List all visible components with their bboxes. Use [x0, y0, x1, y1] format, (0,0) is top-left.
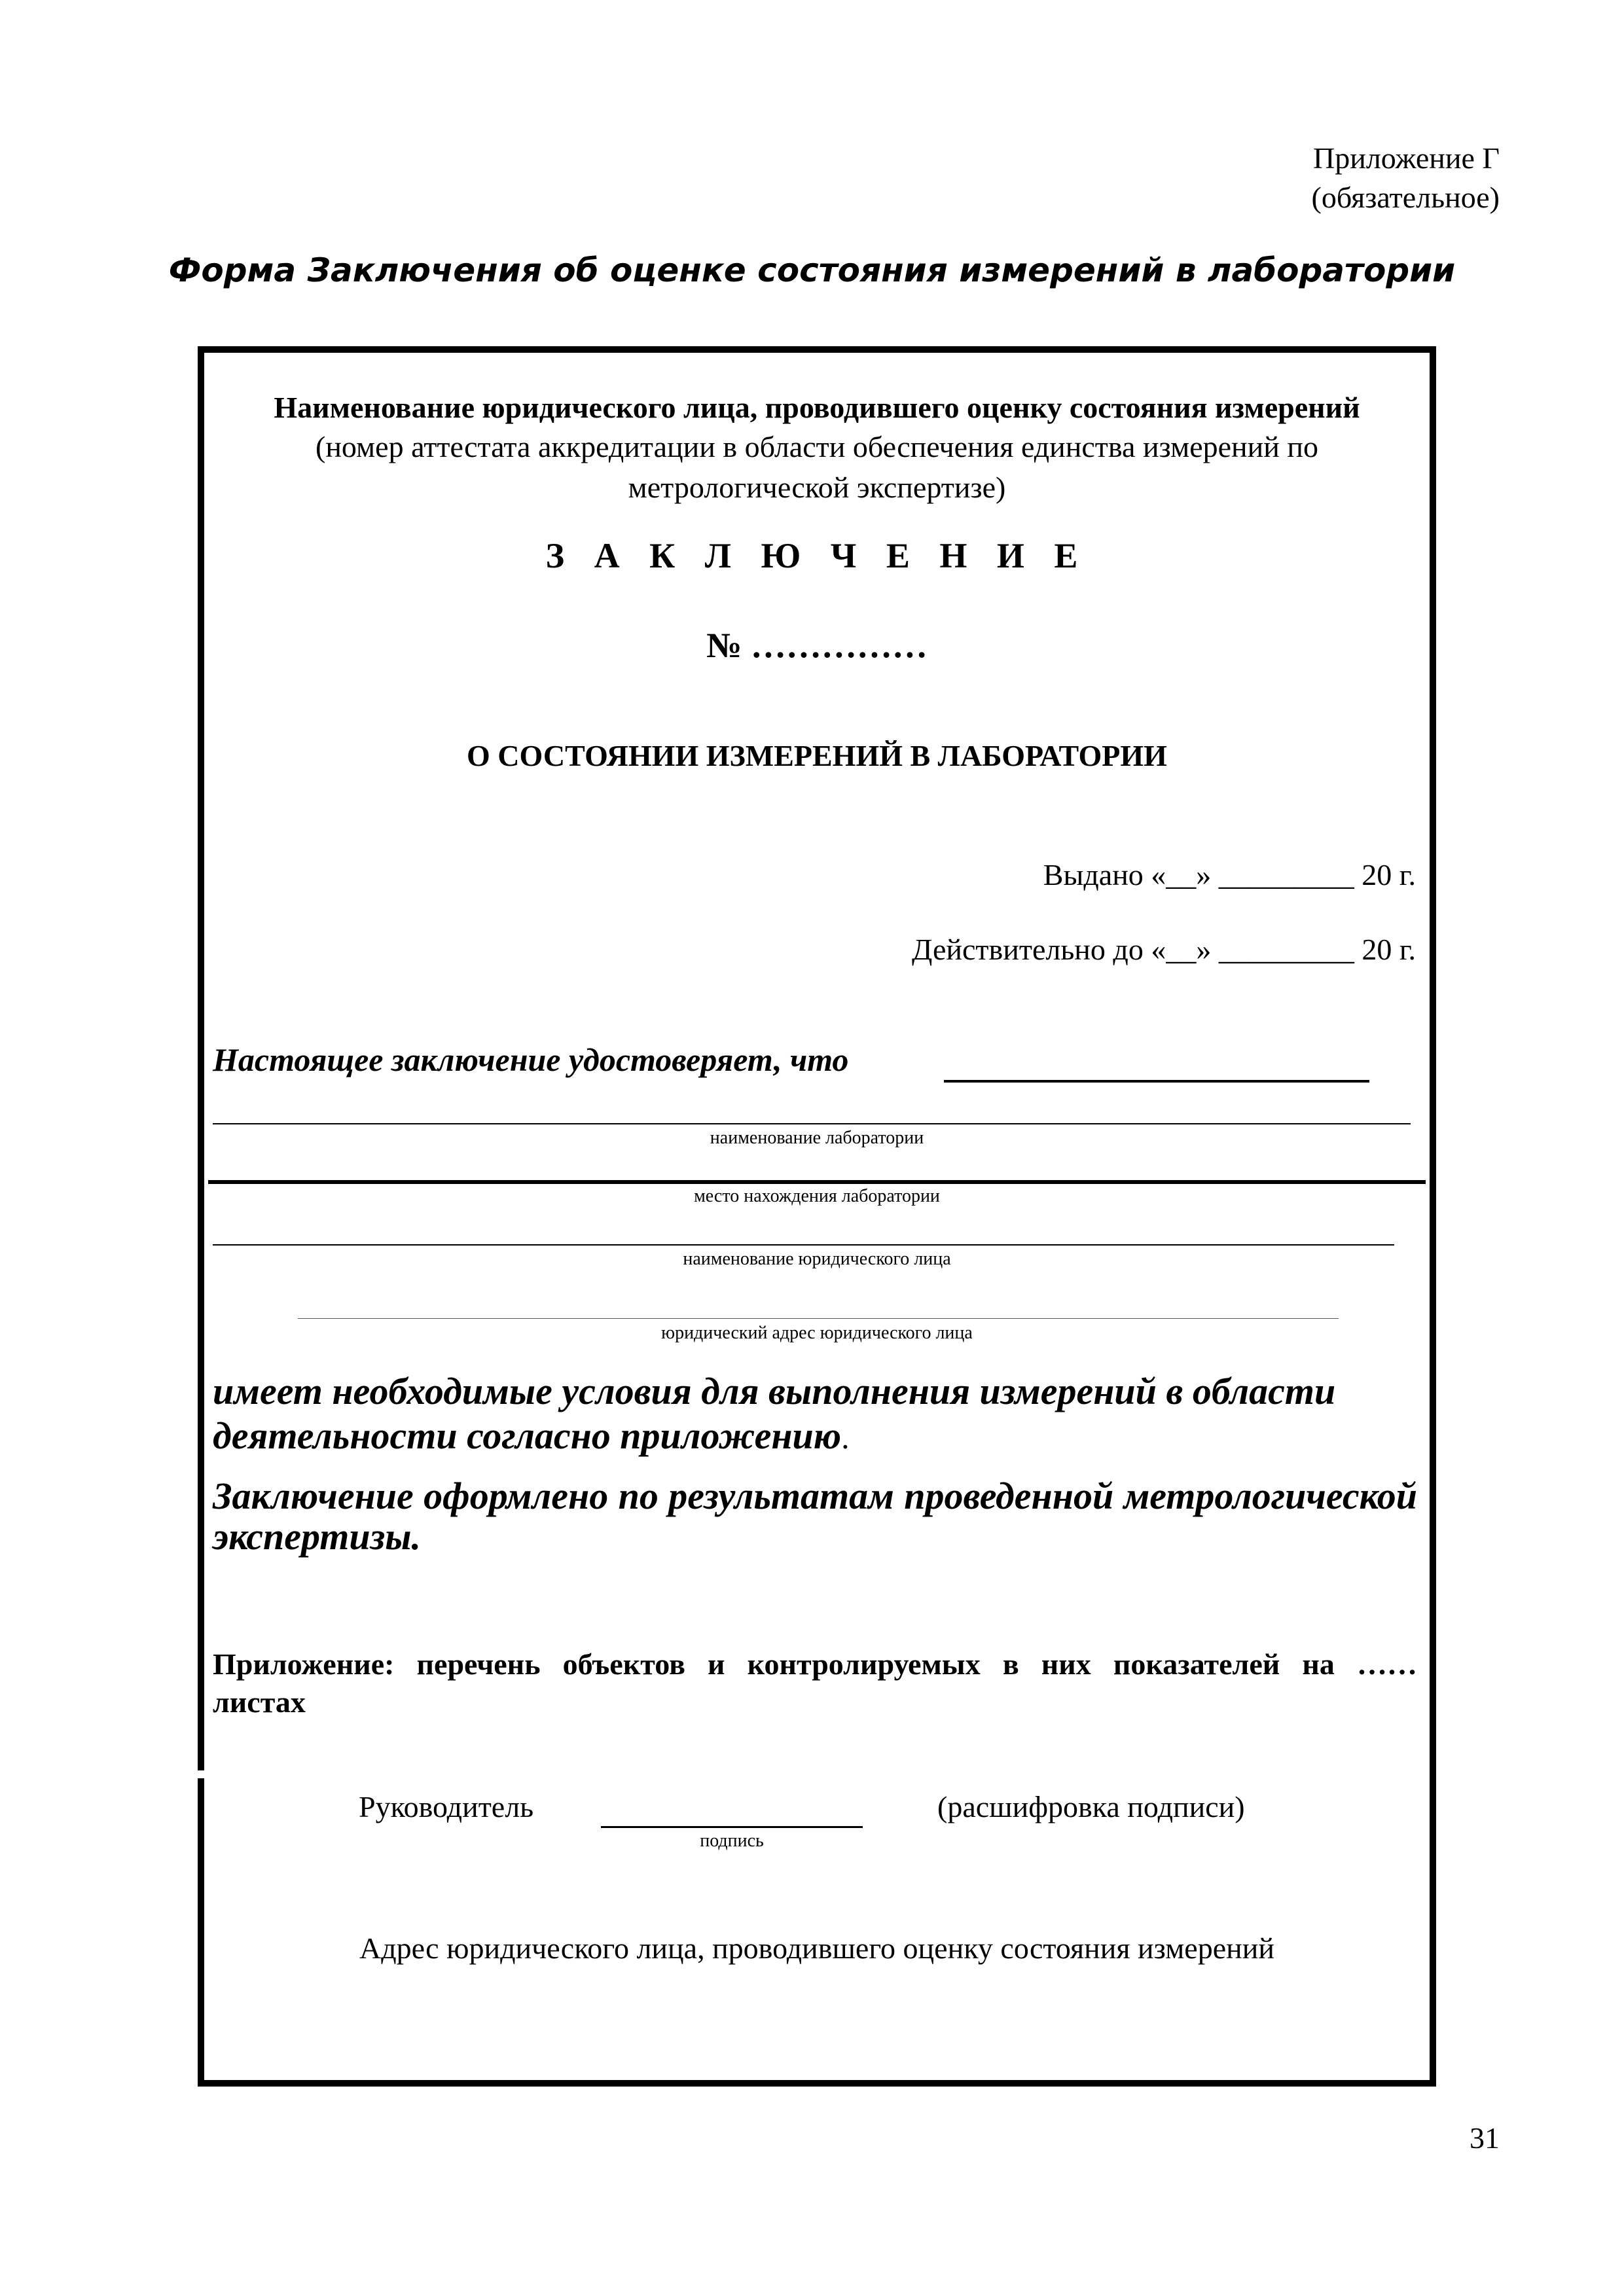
valid-until-line: Действительно до «__» _________ 20 г. — [912, 933, 1416, 966]
signature-blank-line — [601, 1826, 863, 1828]
accreditation-note-line1: (номер аттестата аккредитации в области обеспечения единства измерений по — [316, 430, 1318, 463]
appendix-label — [1312, 139, 1500, 217]
conditions-statement — [213, 1369, 1417, 1460]
legal-entity-rule — [213, 1244, 1394, 1246]
frame-break — [191, 1770, 217, 1778]
document-subject: О СОСТОЯНИИ ИЗМЕРЕНИЙ В ЛАБОРАТОРИИ — [467, 739, 1167, 772]
issued-date-line: Выдано «__» _________ 20 г. — [1043, 858, 1416, 891]
accreditation-note — [204, 427, 1430, 508]
signature-transcript: (расшифровка подписи) — [937, 1790, 1245, 1823]
document-number: № …………… — [706, 626, 928, 665]
legal-address-rule — [298, 1318, 1339, 1319]
lab-location-rule — [208, 1180, 1426, 1184]
lab-location-caption: место нахождения лаборатории — [694, 1186, 940, 1206]
lab-name-caption: наименование лаборатории — [710, 1128, 924, 1148]
accreditation-note-line2: метрологической экспертизе) — [628, 471, 1006, 504]
legal-entity-caption: наименование юридического лица — [683, 1249, 951, 1269]
conditions-period: . — [841, 1419, 850, 1456]
expertise-statement: Заключение оформлено по результатам проведенной метрологической экспертизы. — [213, 1475, 1417, 1558]
conditions-text: имеет необходимые условия для выполнения измерений в области деятельности согласно приложению — [213, 1370, 1336, 1457]
attachment-note: Приложение: перечень объектов и контролируемых в них показателей на …… листах — [213, 1647, 1417, 1719]
certifies-statement: Настоящее заключение удостоверяет, что — [213, 1041, 849, 1078]
form-title: Форма Заключения об оценке состояния измерений в лаборатории — [168, 251, 1456, 289]
lab-name-rule — [213, 1123, 1411, 1124]
head-label: Руководитель — [359, 1790, 534, 1823]
legal-address-caption: юридический адрес юридического лица — [661, 1323, 973, 1343]
page-number: 31 — [1470, 2121, 1500, 2155]
certifies-blank-line — [944, 1080, 1369, 1083]
org-name-heading: Наименование юридического лица, проводившего оценку состояния измерений — [274, 391, 1360, 424]
appendix-status: (обязательное) — [1311, 181, 1500, 214]
signature-caption: подпись — [700, 1831, 764, 1851]
org-address-line: Адрес юридического лица, проводившего оценку состояния измерений — [359, 1931, 1274, 1965]
appendix-title: Приложение Г — [1313, 141, 1500, 175]
document-title: З А К Л Ю Ч Е Н И Е — [545, 536, 1089, 575]
